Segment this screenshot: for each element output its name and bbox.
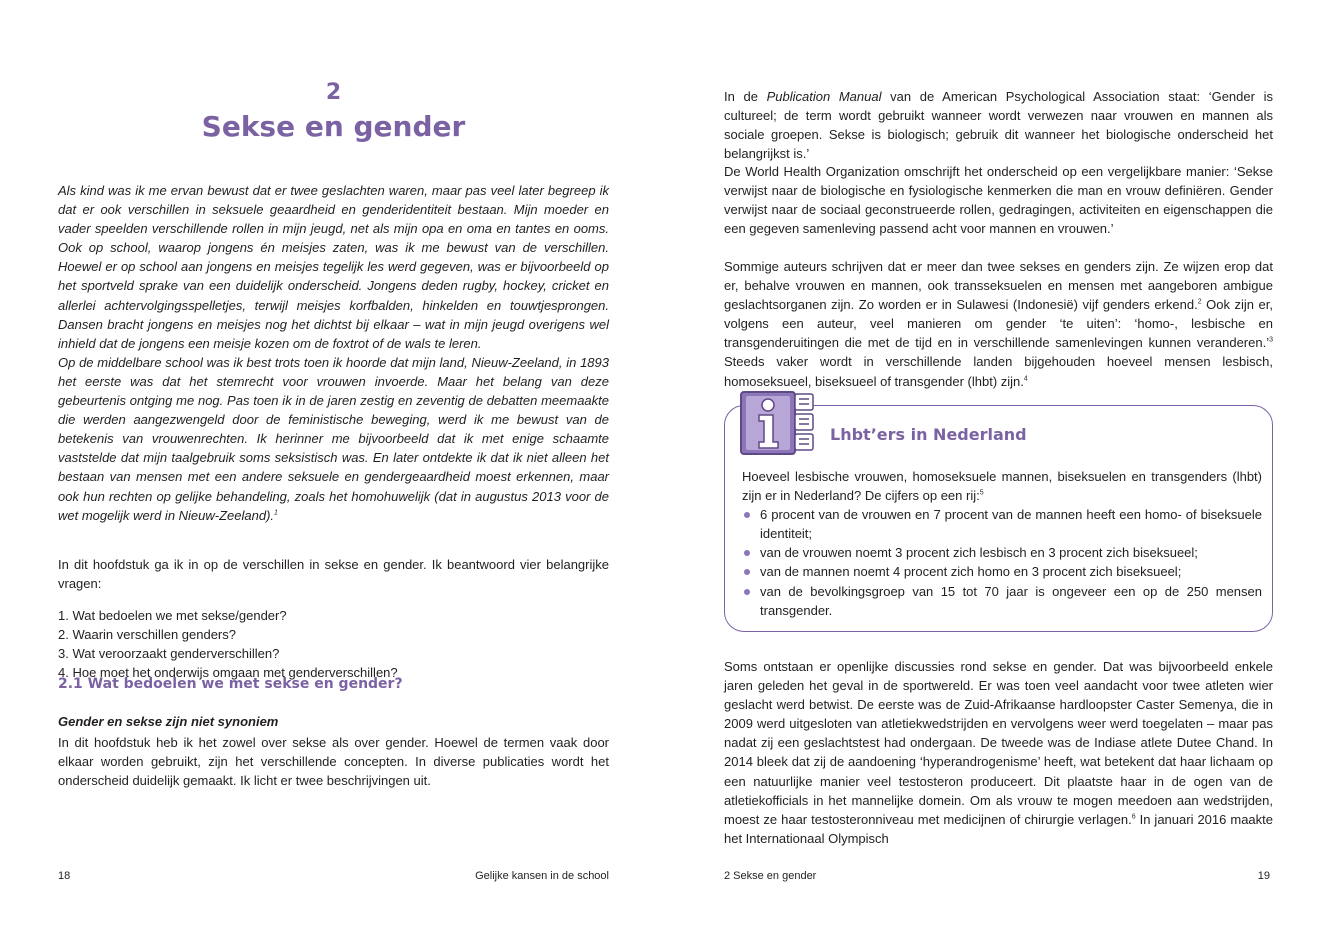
question-item: 3. Wat veroorzaakt genderverschillen? — [58, 646, 280, 662]
question-item: 1. Wat bedoelen we met sekse/gender? — [58, 608, 287, 624]
intro-paragraph-2 — [58, 353, 609, 525]
footnote-ref: 4 — [1023, 375, 1028, 383]
info-box-body — [742, 467, 1262, 620]
list-item-text: van de bevolkingsgroep van 15 tot 70 jaar is ongeveer een op de 250 mensen transgender. — [760, 583, 1262, 618]
paragraph-sports-part-2: In januari 2016 maakte het Internationaal Olympisch — [724, 811, 1273, 846]
section-text: In dit hoofdstuk heb ik het zowel over sekse als over gender. Hoewel de termen vaak door elkaar worden gebruikt, zijn het verschillende concepten. In diverse publicaties wordt het onderscheid duidelijk gemaakt. Ik licht er twee beschrijvingen uit. — [58, 735, 609, 789]
footnote-ref: 2 — [1197, 298, 1202, 306]
list-item-text: van de mannen noemt 4 procent zich homo en 3 procent zich biseksueel; — [760, 564, 1182, 580]
subheading: Gender en sekse zijn niet synoniem — [58, 714, 279, 729]
publication-title: Publication Manual — [766, 89, 882, 104]
paragraph-genders — [724, 257, 1273, 391]
list-item — [742, 562, 1262, 581]
paragraph-sports-part-1: Soms ontstaan er openlijke discussies rond sekse en gender. Dat was bijvoorbeeld enkele jaren geleden het geval in de sportwereld. Er was toen veel aandacht voor twee atleten wier geslacht werd betwist. De eerste was de Zuid-Afrikaanse hardloopster Caster Semenya, die in 2009 werd uitgesloten van atletiekwedstrijden en vervolgens weer werd toegelaten – maar pas nadat zij een geslachtstest had ondergaan. De tweede was de Indiase atlete Dutee Chand. In 2014 bleek dat zij de aandoening ‘hyperandrogenisme’ heeft, wat betekent dat haar lichaam op een natuurlijke manier veel testosteron produceert. Dit plaatste haar in de ogen van de atletiekofficials in het mannelijke domein. Om als vrouw te mogen meedoen aan wedstrijden, moest ze haar testosteronniveau met medicijnen of chirurgie verlagen. — [724, 659, 1273, 827]
list-item — [742, 505, 1262, 543]
section-heading: 2.1 Wat bedoelen we met sekse en gender? — [58, 676, 403, 692]
paragraph-apa-end: van de American Psychological Association staat: ‘Gender is cultureel; de term wordt gebruikt wanneer wordt verwezen naar vrouwen en mannen als sociale groepen. Sekse is biologisch; gebruik dit wanneer het biologische onderscheid het belangrijkst is.’ — [724, 89, 1273, 162]
intro-paragraph-1: Als kind was ik me ervan bewust dat er twee geslachten waren, maar pas veel later begreep ik dat er ook verschillen in seksuele geaardheid en genderidentiteit bestaan. Mijn moeder en vader speelden verschillende rollen in mijn jeugd, net als mijn opa en oma en tantes en ooms. Ook op school, waarop jongens én meisjes zaten, was ik me bewust van de verschillen. Hoewel er op school aan jongens en meisjes tegelijk les werd gegeven, was er bijvoorbeeld op het sportveld sprake van een duidelijk onderscheid. Jongens deden rugby, hockey, cricket en allerlei achtervolgingsspelletjes, terwijl meisjes korfbalden, hinkelden en touwtjesprongen. Dansen bracht jongens en meisjes nog het dichtst bij elkaar – wat in mijn jeugd overigens wel inhield dat de jongens een meisje kozen om de foxtrot of de wals te leren. — [58, 183, 609, 351]
page-number: 18 — [58, 870, 71, 882]
info-box-intro — [742, 467, 1262, 505]
list-item — [742, 582, 1262, 620]
info-box-intro-text: Hoeveel lesbische vrouwen, homoseksuele mannen, biseksuelen en transgenders (lhbt) zijn er in Nederland? De cijfers op een rij: — [742, 469, 1262, 504]
info-box-list — [742, 505, 1262, 620]
paragraph-genders-part-2: Ook zijn er, volgens een auteur, veel manieren om gender ‘te uiten’: ‘homo-, lesbische en transgenderuitingen die met de tijd en in verschillende samenlevingen kunnen veranderen.’ — [724, 297, 1273, 351]
list-item-text: van de vrouwen noemt 3 procent zich lesbisch en 3 procent zich biseksueel; — [760, 545, 1198, 561]
running-title: Gelijke kansen in de school — [475, 870, 609, 882]
paragraph-apa-start: In de — [724, 89, 767, 104]
chapter-number: 2 — [325, 80, 342, 105]
bullet-icon — [744, 550, 750, 556]
chapter-lead — [58, 542, 609, 683]
info-box-title: Lhbt’ers in Nederland — [830, 425, 1027, 444]
question-item: 4. Hoe moet het onderwijs omgaan met genderverschillen? — [58, 665, 398, 681]
info-document-icon — [739, 390, 817, 458]
bullet-icon — [744, 512, 750, 518]
bullet-icon — [744, 569, 750, 575]
footnote-ref: 3 — [1269, 337, 1273, 345]
paragraph-who: De World Health Organization omschrijft het onderscheid op een vergelijkbare manier: ‘Sekse verwijst naar de biologische en fysiologische kenmerken die man en vrouw definiëren. Gender verwijst naar de sociaal geconstrueerde rollen, gedragingen, activiteiten en eigenschappen die een gegeven samenleving passend acht voor mannen en vrouwen.’ — [724, 164, 1273, 237]
list-item — [742, 543, 1262, 562]
paragraph-genders-part-1: Sommige auteurs schrijven dat er meer dan twee sekses en genders zijn. Ze wijzen erop dat er, behalve vrouwen en mannen, ook transseksuelen en mensen met aangeboren ambigue geslachtsorganen zijn. Zo worden er in Sulawesi (Indonesië) vijf genders erkend. — [724, 259, 1273, 313]
question-list — [58, 606, 609, 682]
paragraph-apa — [724, 87, 1273, 163]
footnote-ref: 1 — [274, 509, 278, 517]
question-item: 2. Waarin verschillen genders? — [58, 627, 236, 643]
footnote-ref: 5 — [979, 489, 984, 497]
running-title: 2 Sekse en gender — [724, 870, 817, 882]
paragraph-sports — [724, 657, 1273, 848]
list-item-text: 6 procent van de vrouwen en 7 procent van de mannen heeft een homo- of biseksuele identiteit; — [760, 507, 1262, 542]
chapter-title: Sekse en gender — [201, 110, 466, 143]
right-page — [661, 0, 1322, 936]
intro-text — [58, 181, 609, 525]
intro-paragraph-2-text: Op de middelbare school was ik best trots toen ik hoorde dat mijn land, Nieuw-Zeeland, in 1893 het eerste was dat het stemrecht voor vrouwen invoerde. Maar het belang van deze gebeurtenis ontging me nog. Pas toen ik in de jaren zestig en zeventig de debatten meemaakte die werden aangezwengeld door de feministische beweging, werd ik me bewust van de betekenis van vrouwenrechten. Ik herinner me bijvoorbeeld dat ik met enige schaamte vaststelde dat mijn taalgebruik soms seksistisch was. En later ontdekte ik dat ik niet alleen het bestaan van mensen met een andere seksuele en gendergeaardheid moest erkennen, maar ook hun rechten op gelijke behandeling, zoals het homohuwelijk (dat in augustus 2013 voor de wet mogelijk werd in Nieuw-Zeeland). — [58, 354, 609, 523]
bullet-icon — [744, 589, 750, 595]
footnote-ref: 6 — [1131, 813, 1136, 821]
paragraph-genders-part-3: Steeds vaker wordt in verschillende landen bijgehouden hoeveel mensen lesbisch, homoseksueel, biseksueel of transgender (lhbt) zijn. — [724, 354, 1273, 389]
lead-text: In dit hoofdstuk ga ik in op de verschillen in sekse en gender. Ik beantwoord vier belangrijke vragen: — [58, 557, 609, 592]
page-number: 19 — [1257, 870, 1270, 882]
